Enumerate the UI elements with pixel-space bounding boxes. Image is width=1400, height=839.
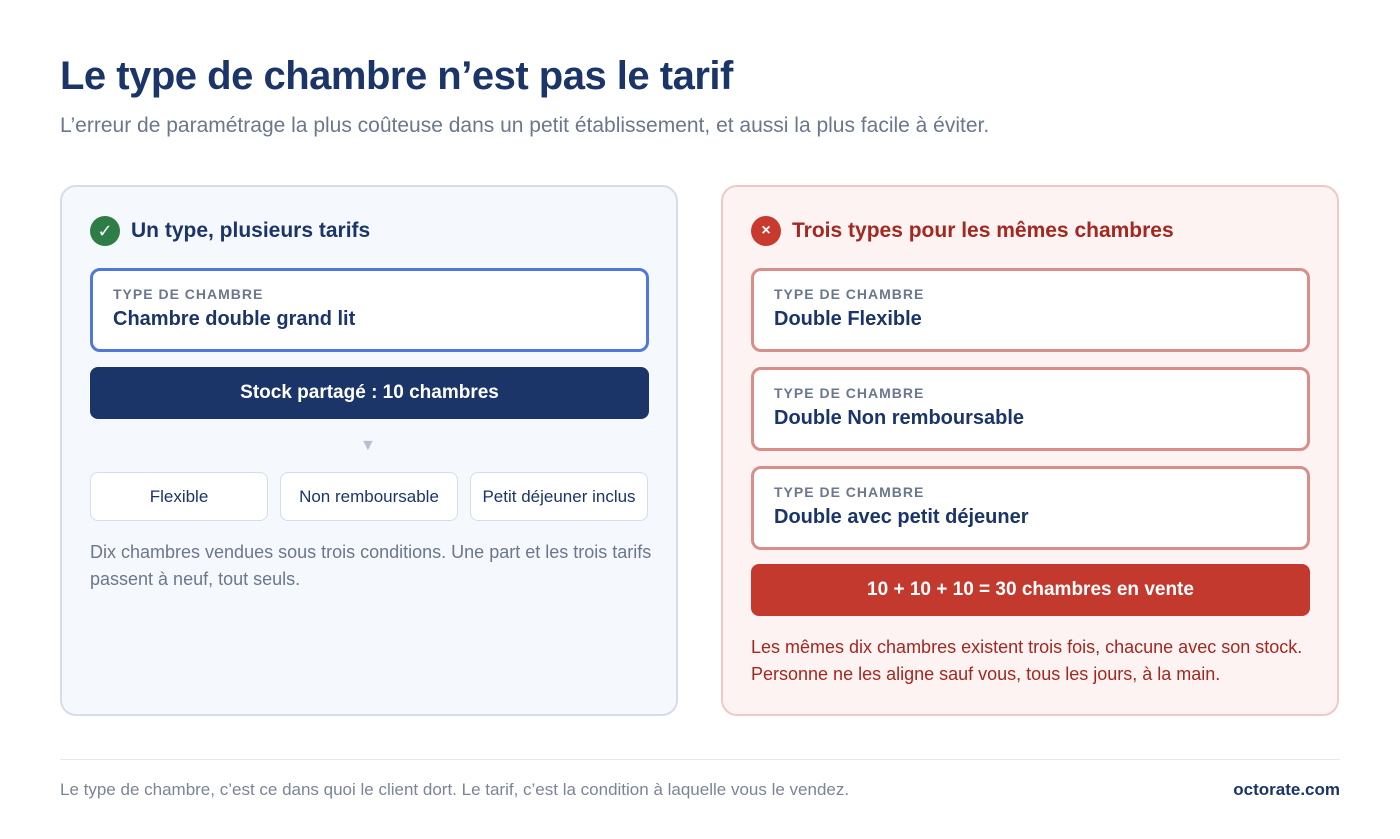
- page-subtitle: L’erreur de paramétrage la plus coûteuse dans un petit établissement, et aussi la plus facile à éviter.: [60, 114, 990, 137]
- rate-flexible: Flexible: [90, 472, 268, 521]
- room-type-card: [751, 367, 1310, 451]
- shared-stock-bar: Stock partagé : 10 chambres: [90, 367, 649, 419]
- good-panel-note: Dix chambres vendues sous trois conditions. Une part et les trois tarifs passent à neuf, tout seuls.: [90, 542, 652, 589]
- rate-non-refundable: Non remboursable: [280, 472, 458, 521]
- room-type-name: Double avec petit déjeuner: [774, 506, 1029, 528]
- good-panel-header: [90, 215, 370, 247]
- room-type-name: Chambre double grand lit: [113, 308, 356, 330]
- total-stock-bar: 10 + 10 + 10 = 30 chambres en vente: [751, 564, 1310, 616]
- footer-divider: [60, 759, 1340, 760]
- page-title: Le type de chambre n’est pas le tarif: [60, 54, 733, 98]
- good-panel-title: Un type, plusieurs tarifs: [131, 219, 371, 242]
- room-type-label: TYPE DE CHAMBRE: [774, 484, 925, 500]
- close-icon: ×: [751, 216, 781, 246]
- arrow-down-icon: ▼: [360, 437, 376, 454]
- room-type-label: TYPE DE CHAMBRE: [774, 385, 925, 401]
- room-type-label: TYPE DE CHAMBRE: [113, 286, 264, 302]
- room-type-card: [751, 268, 1310, 352]
- good-practice-panel: [60, 185, 678, 716]
- check-icon: ✓: [90, 216, 120, 246]
- room-type-card: [90, 268, 649, 352]
- room-type-name: Double Flexible: [774, 308, 922, 330]
- bad-panel-title: Trois types pour les mêmes chambres: [792, 219, 1174, 242]
- rate-breakfast-included: Petit déjeuner inclus: [470, 472, 648, 521]
- bad-panel-note: Les mêmes dix chambres existent trois fois, chacune avec son stock. Personne ne les aligne sauf vous, tous les jours, à la main.: [751, 637, 1303, 684]
- bad-practice-panel: [721, 185, 1339, 716]
- room-type-label: TYPE DE CHAMBRE: [774, 286, 925, 302]
- footer-caption: Le type de chambre, c’est ce dans quoi le client dort. Le tarif, c’est la condition à laquelle vous le vendez.: [60, 780, 850, 799]
- bad-panel-header: [751, 215, 1174, 247]
- brand-link[interactable]: octorate.com: [1233, 780, 1340, 799]
- room-type-name: Double Non remboursable: [774, 407, 1025, 429]
- room-type-card: [751, 466, 1310, 550]
